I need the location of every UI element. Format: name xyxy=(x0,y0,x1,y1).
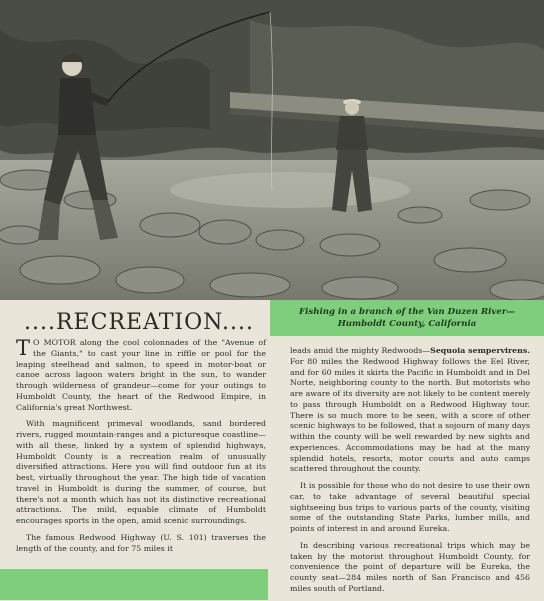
photo-caption xyxy=(270,300,544,336)
river-scene-image xyxy=(0,0,544,300)
sequoia-bold-text: Sequoia sempervirens. xyxy=(430,346,530,355)
highway-paragraph: The famous Redwood Highway (U. S. 101) traverses the length of the county, and for 75 miles it xyxy=(16,532,266,553)
eureka-paragraph: In describing various recreational trips which may be taken by the motorist throughout Humboldt County, for convenience the point of departure will be Eureka, the county seat—284 miles north of San Francisco and 456 miles south of Portland. xyxy=(290,540,530,593)
fishing-photo xyxy=(0,0,544,300)
caption-line-2: Humboldt County, California xyxy=(337,319,477,329)
right-text-column xyxy=(290,346,530,601)
caption-line-1: Fishing in a branch of the Van Duzen River— xyxy=(299,307,515,317)
bus-trips-paragraph: It is possible for those who do not desire to use their own car, to take advantage of several beautiful special sightseeing bus trips to various parts of the county, visiting some of the outstanding State Parks, lumber mills, and points of interest in and around Eureka. xyxy=(290,481,530,533)
redwoods-text-a: leads amid the mighty Redwoods— xyxy=(290,346,431,355)
intro-paragraph-text: O MOTOR along the cool colonnades of the "Avenue of the Giants," to cast your line in riffle or pool for the leaping steelhead and salmon, to speed in motor-boat or canoe across lagoon waters bright in the sun, to wander through wilderness of grandeur—come for your outings to Humboldt County, the heart of the Redwood Empire, in California's great Northwest. xyxy=(16,338,266,412)
section-heading: ....RECREATION.... xyxy=(24,310,254,335)
woodlands-paragraph: With magnificent primeval woodlands, sand bordered rivers, rugged mountain-ranges and a picturesque coastline—with all these, linked by a system of splendid highways, Humboldt County is a recreation realm of unusually diversified attractions. Here you will find outdoor fun at its best, virtually throughout the year. The high tide of vacation travel in Humboldt is during the summer, of course, but there's not a month which has not its distinctive recreational attractions. The mild, equable climate of Humboldt encourages sports in the open, amid scenic surroundings. xyxy=(16,419,266,525)
left-text-column xyxy=(16,338,266,560)
redwoods-paragraph xyxy=(290,346,530,475)
bottom-green-band xyxy=(0,569,268,600)
redwoods-text-b: For 80 miles the Redwood Highway follows the Eel River, and for 60 miles it skirts the Pacific in Humboldt and in Del Norte, neighboring county to the north. But motorists who are aware of its diversity are not likely to be content merely to pass through Humboldt on a Redwood Highway tour. There is so much more to be seen, with a score of other scenic highways to be followed, that a sojourn of many days within the county will be well rewarded by new sights and experiences. Accommodations may be had at the many splendid hotels, resorts, motor courts and auto camps scattered throughout the county. xyxy=(290,356,530,474)
intro-paragraph xyxy=(16,338,266,413)
drop-cap-letter: T xyxy=(16,336,31,360)
